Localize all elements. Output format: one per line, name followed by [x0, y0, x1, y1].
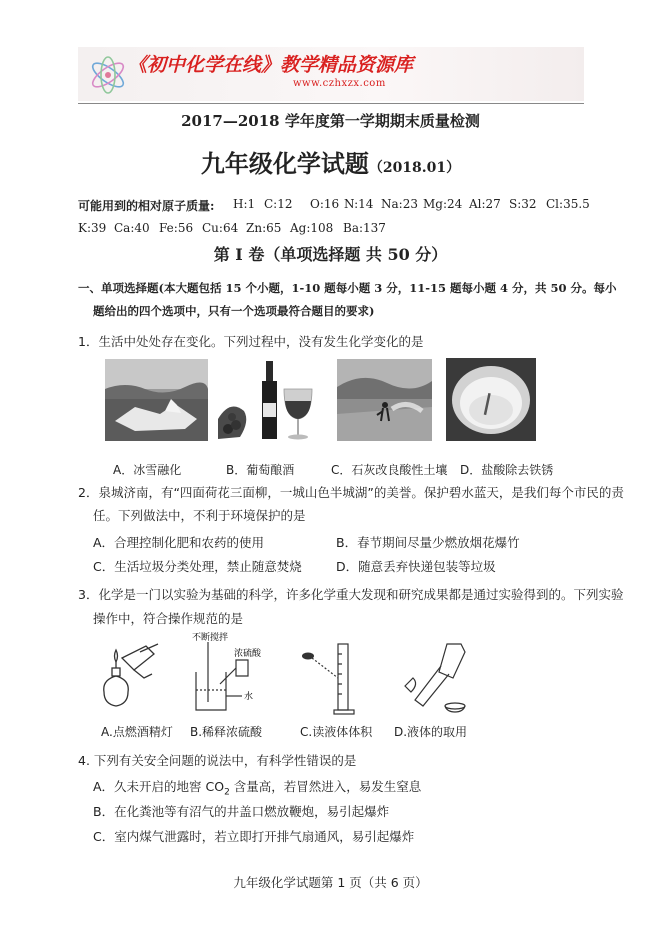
mass-fe: Fe:56	[159, 221, 194, 235]
q4-option-b: B．在化粪池等有沼气的井盖口燃放鞭炮，易引起爆炸	[93, 804, 390, 819]
mass-ag: Ag:108	[290, 221, 334, 235]
banner-title: 《初中化学在线》教学精品资源库	[128, 54, 414, 76]
mass-h: H:1	[233, 197, 256, 211]
q4-option-a-pre: A．久未开启的地窖 CO	[93, 779, 225, 794]
liquid-transfer-diagram	[395, 638, 477, 718]
mass-mg: Mg:24	[423, 197, 463, 211]
q4-option-a-post: 含量高，若冒然进入，易发生窒息	[229, 779, 422, 794]
bowl-rust-image	[446, 358, 536, 441]
mass-c: C:12	[264, 197, 293, 211]
section-instructions-1: 一、单项选择题(本大题包括 15 个小题，1-10 题每小题 3 分，11-15 题每小题 4 分，共 50 分。每小	[78, 281, 617, 295]
stir-label: 不断搅拌	[192, 633, 229, 643]
q1-option-d: D．盐酸除去铁锈	[460, 463, 554, 477]
mass-cu: Cu:64	[202, 221, 239, 235]
alcohol-lamp-diagram	[98, 640, 166, 716]
page-footer: 九年级化学试题第 1 页（共 6 页）	[233, 875, 428, 890]
q1-option-a: A．冰雪融化	[113, 463, 182, 477]
q2-stem-1: 2．泉城济南，有“四面荷花三面柳，一城山色半城湖”的美誉。保护碧水蓝天，是我们每个市民的责	[78, 485, 624, 500]
mass-na: Na:23	[381, 197, 418, 211]
atomic-mass-label: 可能用到的相对原子质量:	[78, 199, 215, 213]
q3-option-b: B.稀释浓硫酸	[190, 725, 263, 739]
read-volume-diagram	[298, 638, 370, 718]
q3-stem-1: 3．化学是一门以实验为基础的科学，许多化学重大发现和研究成果都是通过实验得到的。下列实验	[78, 587, 624, 602]
wine-image	[218, 359, 325, 441]
acid-label: 浓硫酸	[234, 649, 262, 659]
q1-option-b: B．葡萄酿酒	[226, 463, 295, 477]
mass-s: S:32	[509, 197, 537, 211]
mass-k: K:39	[78, 221, 107, 235]
q2-stem-2: 任。下列做法中，不利于环境保护的是	[93, 508, 306, 523]
q1-option-c: C．石灰改良酸性土壤	[331, 463, 448, 477]
q2-option-d: D．随意丢弃快递包装等垃圾	[336, 559, 496, 574]
mass-cl: Cl:35.5	[546, 197, 590, 211]
q1-stem: 1．生活中处处存在变化。下列过程中，没有发生化学变化的是	[78, 334, 424, 349]
q4-option-c: C．室内煤气泄露时，若立即打开排气扇通风，易引起爆炸	[93, 829, 415, 844]
dilute-acid-diagram	[186, 632, 284, 718]
q2-option-c: C．生活垃圾分类处理，禁止随意焚烧	[93, 559, 302, 574]
q3-option-d: D.液体的取用	[394, 725, 468, 739]
mass-ca: Ca:40	[114, 221, 150, 235]
paper-title	[0, 144, 661, 179]
header-divider	[78, 103, 584, 104]
banner-url: www.czhxzx.com	[293, 78, 386, 89]
atom-logo-icon	[86, 52, 130, 98]
melting-ice-image	[105, 359, 208, 441]
mass-n: N:14	[344, 197, 374, 211]
farmland-image	[337, 359, 432, 441]
q4-option-a	[93, 777, 421, 798]
mass-o: O:16	[310, 197, 340, 211]
q2-option-a: A．合理控制化肥和农药的使用	[93, 535, 265, 550]
mass-ba: Ba:137	[343, 221, 386, 235]
section-heading: 第 I 卷（单项选择题 共 50 分）	[213, 245, 448, 264]
mass-zn: Zn:65	[246, 221, 282, 235]
q2-option-b: B．春节期间尽量少燃放烟花爆竹	[336, 535, 520, 550]
water-label: 水	[244, 692, 254, 702]
mass-al: Al:27	[469, 197, 501, 211]
paper-title-text: 九年级化学试题	[200, 149, 369, 178]
section-instructions-2: 题给出的四个选项中，只有一个选项最符合题目的要求)	[93, 304, 375, 318]
paper-date: （2018.01）	[368, 160, 461, 176]
exam-title: 2017—2018 学年度第一学期期末质量检测	[181, 112, 480, 130]
co2-subscript: 2	[224, 787, 230, 798]
q4-stem: 4. 下列有关安全问题的说法中，有科学性错误的是	[78, 753, 357, 768]
q3-option-c: C.读液体体积	[300, 725, 373, 739]
q3-stem-2: 操作中，符合操作规范的是	[93, 611, 244, 626]
q3-option-a: A.点燃酒精灯	[101, 725, 173, 739]
